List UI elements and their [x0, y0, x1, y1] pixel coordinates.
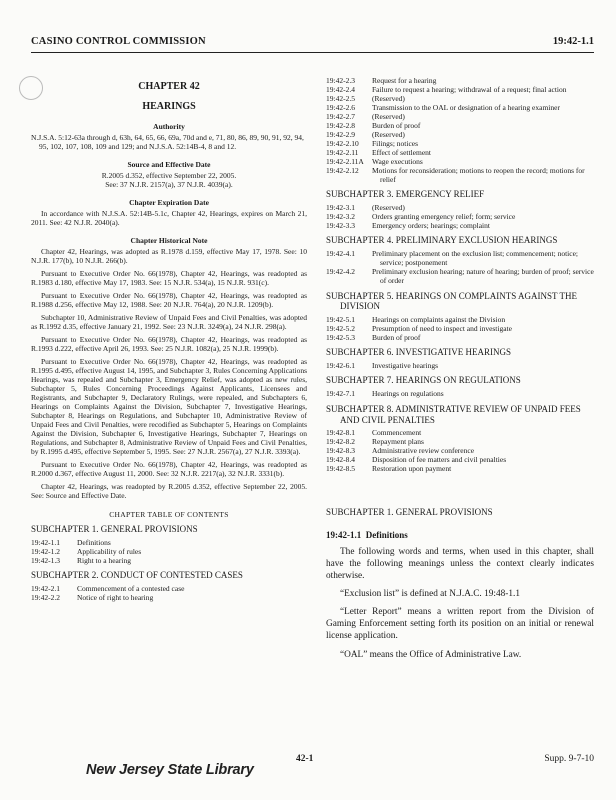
toc-entry — [326, 112, 594, 121]
toc-section-title: Wage executions — [372, 157, 423, 166]
toc-section-title: Effect of settlement — [372, 148, 432, 157]
toc-section-number: 19:42-2.3 — [326, 76, 355, 85]
toc-section-title: Repayment plans — [372, 437, 424, 447]
source-line: R.2005 d.352, effective September 22, 2005. — [101, 171, 237, 180]
history-paragraph: Chapter 42, Hearings, was adopted as R.1978 d.159, effective May 17, 1978. See: 10 N.J.R. 177(b), 10 N.J.R. 266(b). — [31, 247, 307, 265]
toc-section-title: Notice of right to hearing — [77, 592, 154, 602]
toc-section-title: Failure to request a hearing; withdrawal of a request; final action — [372, 85, 567, 94]
toc-list — [326, 249, 594, 285]
toc-section-number: 19:42-7.1 — [326, 388, 355, 398]
toc-section-number: 19:42-8.4 — [326, 455, 355, 465]
toc-section-title: Preliminary exclusion hearing; nature of hearing; burden of proof; service of order — [372, 266, 594, 285]
toc-section-number: 19:42-2.10 — [326, 139, 359, 148]
history-notes — [31, 247, 307, 500]
toc-section-number: 19:42-8.1 — [326, 428, 355, 438]
toc-entry — [326, 428, 594, 437]
toc-subchapter-2: SUBCHAPTER 2. CONDUCT OF CONTESTED CASES — [31, 569, 243, 580]
left-column — [31, 76, 307, 602]
toc-section-number: 19:42-8.5 — [326, 464, 355, 474]
toc-section-title: Hearings on complaints against the Division — [372, 315, 506, 325]
expiration-text: In accordance with N.J.S.A. 52:14B-5.1c, Chapter 42, Hearings, expires on March 21, 2011. See: 42 N.J.R. 2040(a). — [31, 209, 307, 227]
toc-section-number: 19:42-1.1 — [31, 537, 60, 547]
toc-entry — [326, 203, 594, 212]
history-paragraph: Pursuant to Executive Order No. 66(1978), Chapter 42, Hearings, was readopted as R.1983 d.180, effective May 17, 1983. See: 15 N.J.R. 534(a), 15 N.J.R. 931(c). — [31, 269, 307, 287]
toc-subchapter-3: SUBCHAPTER 3. EMERGENCY RELIEF — [326, 189, 485, 199]
history-heading: Chapter Historical Note — [130, 236, 208, 245]
toc-section-number: 19:42-6.1 — [326, 360, 355, 370]
toc-entry — [326, 389, 594, 398]
toc-entry — [31, 584, 307, 593]
toc-section-number: 19:42-2.5 — [326, 94, 355, 103]
toc-section-title: Administrative review conference — [372, 446, 475, 456]
toc-section-title: Right to a hearing — [77, 555, 131, 565]
toc-list — [31, 538, 307, 565]
subchapter-heading: SUBCHAPTER 1. GENERAL PROVISIONS — [326, 507, 493, 518]
toc-subchapter-7: SUBCHAPTER 7. HEARINGS ON REGULATIONS — [326, 374, 521, 385]
toc-section-number: 19:42-3.3 — [326, 220, 355, 230]
toc-entry — [326, 267, 594, 285]
source-line: See: 37 N.J.R. 2157(a), 37 N.J.R. 4039(a). — [105, 180, 233, 189]
body-paragraph: “Exclusion list” is defined at N.J.A.C. 19:48-1.1 — [340, 589, 520, 600]
source-heading: Source and Effective Date — [127, 160, 211, 169]
toc-section-number: 19:42-2.9 — [326, 130, 355, 139]
toc-section-number: 19:42-2.8 — [326, 121, 355, 130]
right-column — [326, 76, 594, 667]
toc-list — [31, 584, 307, 602]
toc-section-title: Commencement of a contested case — [77, 583, 185, 593]
toc-entry — [326, 85, 594, 94]
toc-section-number: 19:42-3.1 — [326, 202, 355, 212]
toc-entry — [31, 593, 307, 602]
toc-entry — [326, 148, 594, 157]
toc-section-title: (Reserved) — [372, 94, 405, 103]
header-section-ref: 19:42-1.1 — [552, 36, 594, 47]
toc-entry — [326, 166, 594, 184]
toc-section-title: (Reserved) — [372, 112, 405, 121]
section-number: 19:42-1.1 — [326, 530, 362, 541]
toc-section-title: Definitions — [77, 537, 111, 547]
history-paragraph: Chapter 42, Hearings, was readopted by R.2005 d.352, effective September 22, 2005. See: Source and Effective Date. — [31, 482, 307, 500]
running-header — [31, 36, 594, 50]
toc-section-number: 19:42-2.2 — [31, 592, 60, 602]
toc-entry — [31, 556, 307, 565]
toc-entry — [326, 212, 594, 221]
header-agency: CASINO CONTROL COMMISSION — [31, 36, 206, 47]
chapter-number: CHAPTER 42 — [138, 81, 200, 92]
toc-section-title: Commencement — [372, 428, 422, 438]
toc-heading: CHAPTER TABLE OF CONTENTS — [109, 510, 229, 519]
toc-section-title: Disposition of fee matters and civil penalties — [372, 455, 507, 465]
library-stamp: New Jersey State Library — [86, 762, 254, 778]
toc-subchapter-1: SUBCHAPTER 1. GENERAL PROVISIONS — [31, 524, 198, 534]
toc-section-title: Motions for reconsideration; motions to reopen the record; motions for relief — [372, 166, 585, 184]
toc-entry — [326, 221, 594, 230]
toc-entry — [326, 130, 594, 139]
supplement-date: Supp. 9-7-10 — [544, 754, 594, 764]
toc-entry — [31, 538, 307, 547]
toc-section-title: Request for a hearing — [372, 76, 437, 85]
toc-entry — [326, 437, 594, 446]
toc-entry — [326, 315, 594, 324]
toc-list — [326, 76, 594, 184]
toc-section-number: 19:42-8.2 — [326, 437, 355, 447]
toc-section-number: 19:42-8.3 — [326, 446, 355, 456]
history-paragraph: Pursuant to Executive Order No. 66(1978), Chapter 42, Hearings, was readopted as R.1988 d.256, effective May 12, 1988. See: 20 N.J.R. 764(a), 20 N.J.R. 1209(b). — [31, 291, 307, 309]
toc-section-number: 19:42-2.11A — [326, 157, 364, 166]
toc-list — [326, 315, 594, 342]
toc-section-title: Investigative hearings — [372, 360, 439, 370]
toc-entry — [326, 94, 594, 103]
toc-entry — [326, 249, 594, 267]
body-paragraph: The following words and terms, when used in this chapter, shall have the following meanings unless the context clearly indicates otherwise. — [326, 546, 594, 582]
toc-list — [326, 428, 594, 473]
toc-section-number: 19:42-5.3 — [326, 333, 355, 343]
toc-list — [326, 389, 594, 398]
toc-entry — [326, 76, 594, 85]
toc-section-title: Restoration upon payment — [372, 464, 452, 474]
toc-section-number: 19:42-2.1 — [31, 583, 60, 593]
toc-list — [326, 203, 594, 230]
toc-subchapter-6: SUBCHAPTER 6. INVESTIGATIVE HEARINGS — [326, 347, 512, 358]
toc-section-number: 19:42-3.2 — [326, 211, 355, 221]
toc-section-number: 19:42-4.2 — [326, 266, 355, 276]
section-title: Definitions — [365, 530, 408, 541]
toc-section-number: 19:42-4.1 — [326, 248, 355, 258]
toc-section-title: (Reserved) — [372, 202, 405, 212]
toc-entry — [326, 464, 594, 473]
history-paragraph: Pursuant to Executive Order No. 66(1978), Chapter 42, Hearings, was readopted as R.2000 d.367, effective August 11, 2000. See: 32 N.J.R. 2217(a), 32 N.J.R. 3331(b). — [31, 460, 307, 478]
toc-section-number: 19:42-2.4 — [326, 85, 355, 94]
toc-subchapter-4: SUBCHAPTER 4. PRELIMINARY EXCLUSION HEARINGS — [326, 234, 558, 245]
toc-section-title: Orders granting emergency relief; form; service — [372, 211, 516, 221]
toc-entry — [326, 361, 594, 370]
toc-section-number: 19:42-5.1 — [326, 315, 355, 325]
toc-subchapter-8: SUBCHAPTER 8. ADMINISTRATIVE REVIEW OF UNPAID FEES AND CIVIL PENALTIES — [326, 403, 581, 425]
toc-entry — [31, 547, 307, 556]
authority-heading: Authority — [153, 122, 185, 131]
toc-entry — [326, 121, 594, 130]
toc-section-title: Burden of proof — [372, 121, 421, 130]
toc-entry — [326, 446, 594, 455]
toc-entry — [326, 139, 594, 148]
toc-section-title: Emergency orders; hearings; complaint — [372, 220, 490, 230]
section-heading — [326, 530, 594, 541]
history-paragraph: Pursuant to Executive Order No. 66(1978), Chapter 42, Hearings, was readopted as R.1995 d.495, effective August 14, 1995, and Subchapter 3, Rules Concerning Applications Hearings, was repealed and Subchapter 3, Emergency Relief, was adopted as new rules, Subchapter 5, Rules Concerning Proceedings Against Applicants, Licensees and Registrants, and Subchapter 9, Declaratory Rulings, were repealed, and Subchapters 6, Hearings on Complaints Against the Division, Subchapter 7, Investigative Hearings, Subchapter 8, Hearings on Regulations, and Subchapter 10, Administrative Review of Unpaid Fees and Civil Penalties, were recodified as Subchapter 5, Hearings on Complaints Against the Division, Subchapter 6, Investigative Hearings, Subchapter 7, Hearings on Regulations, and Subchapter 8, Administrative Review of Unpaid Fees and Civil Penalties, by R.1995 d.495, effective September 5, 1995. See: 27 N.J.R. 2567(a), 27 N.J.R. 3393(a). — [31, 357, 307, 456]
toc-section-number: 19:42-2.12 — [326, 166, 359, 175]
toc-section-number: 19:42-1.3 — [31, 555, 60, 565]
toc-entry — [326, 103, 594, 112]
toc-section-title: Filings; notices — [372, 139, 419, 148]
toc-entry — [326, 157, 594, 166]
toc-section-title: Applicability of rules — [77, 546, 142, 556]
page-number: 42-1 — [296, 754, 314, 764]
header-rule — [31, 52, 594, 53]
toc-section-number: 19:42-1.2 — [31, 546, 60, 556]
toc-section-title: (Reserved) — [372, 130, 405, 139]
chapter-title: HEARINGS — [142, 101, 196, 112]
expiration-heading: Chapter Expiration Date — [129, 198, 209, 207]
toc-section-title: Presumption of need to inspect and investigate — [372, 324, 512, 334]
toc-entry — [326, 455, 594, 464]
toc-section-title: Hearings on regulations — [372, 388, 444, 398]
toc-section-title: Burden of proof — [372, 333, 421, 343]
toc-section-number: 19:42-5.2 — [326, 324, 355, 334]
history-paragraph: Subchapter 10, Administrative Review of Unpaid Fees and Civil Penalties, was adopted as R.1992 d.35, effective January 21, 1992. See: 23 N.J.R. 3249(a), 24 N.J.R. 298(a). — [31, 313, 307, 331]
body-paragraph: “Letter Report” means a written report from the Division of Gaming Enforcement setting forth its position on an initial or renewal license application. — [326, 607, 594, 642]
toc-section-title: Transmission to the OAL or designation of a hearing examiner — [372, 103, 560, 112]
toc-entry — [326, 333, 594, 342]
toc-section-title: Preliminary placement on the exclusion list; commencement; notice; service; postponement — [372, 248, 578, 267]
history-paragraph: Pursuant to Executive Order No. 66(1978), Chapter 42, Hearings, was readopted as R.1993 d.222, effective April 26, 1993. See: 25 N.J.R. 1082(a), 25 N.J.R. 1999(b). — [31, 335, 307, 353]
toc-section-number: 19:42-2.11 — [326, 148, 359, 157]
toc-entry — [326, 324, 594, 333]
toc-list — [326, 361, 594, 370]
toc-section-number: 19:42-2.7 — [326, 112, 355, 121]
body-paragraph: “OAL” means the Office of Administrative Law. — [340, 649, 522, 660]
toc-subchapter-5: SUBCHAPTER 5. HEARINGS ON COMPLAINTS AGAINST THE DIVISION — [326, 290, 577, 312]
toc-section-number: 19:42-2.6 — [326, 103, 355, 112]
authority-text: N.J.S.A. 5:12-63a through d, 63h, 64, 65, 66, 69a, 70d and e, 71, 80, 86, 89, 90, 91, 92, 94, 95, 102, 107, 108, 109 and 129; and N.J.S.A. 52:14B-4, 8 and 12. — [31, 133, 304, 151]
